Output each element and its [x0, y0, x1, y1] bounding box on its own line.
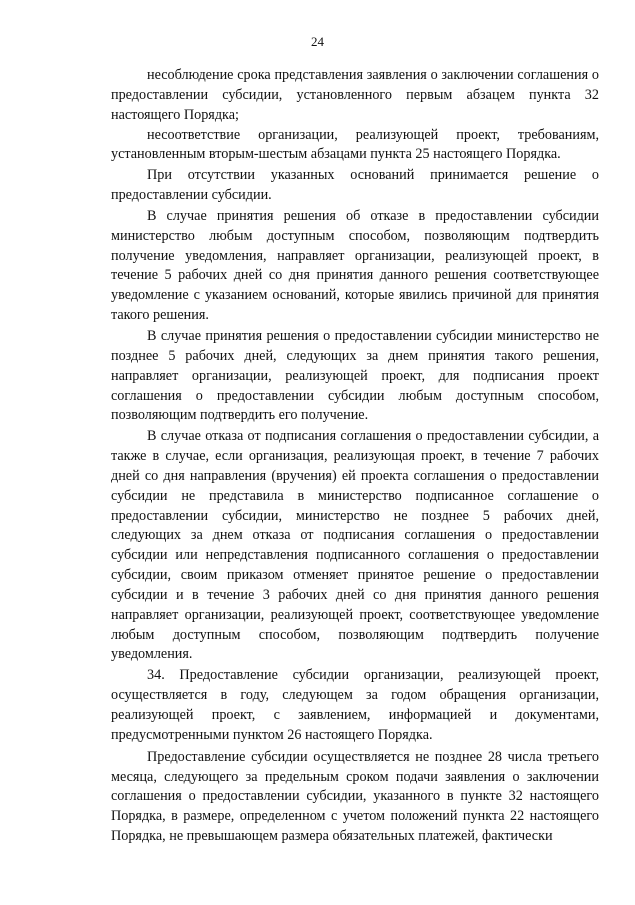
page-number: 24: [311, 34, 324, 49]
paragraph-subsidy-timing: Предоставление субсидии осуществляется не позднее 28 числа третьего месяца, следующего за предельным сроком подачи заявления о заключении соглашения о предоставлении субсидии, указанного в пункте 32 настоящего Порядка, в размере, определенном с учетом положений пункта 22 настоящего Порядка, не превышающем размера обязательных платежей, фактически: [111, 748, 599, 845]
paragraph-noncompliance-requirements: несоответствие организации, реализующей проект, требованиям, установленным вторым-шестым абзацами пункта 25 настоящего Порядка.: [111, 126, 599, 163]
paragraph-no-grounds: При отсутствии указанных оснований принимается решение о предоставлении субсидии.: [111, 167, 599, 204]
paragraph-refusal-decision: В случае принятия решения об отказе в предоставлении субсидии министерство любым доступным способом, позволяющим подтвердить получение уведомления, направляет организации, реализующей проект, в течение 5 рабочих дней со дня принятия данного решения соответствующее уведомление с указанием оснований, которые явились причиной для принятия такого решения.: [111, 207, 599, 324]
document-body: [111, 66, 599, 847]
paragraph-grant-decision: В случае принятия решения о предоставлении субсидии министерство не позднее 5 рабочих дней, следующих за днем принятия такого решения, направляет организации, реализующей проект, для подписания проект соглашения о предоставлении субсидии любым доступным способом, позволяющим подтвердить его получение.: [111, 327, 599, 424]
paragraph-item-34: 34. Предоставление субсидии организации, реализующей проект, осуществляется в году, следующем за годом обращения организации, реализующей проект, с заявлением, информацией и документами, предусмотренными пунктом 26 настоящего Порядка.: [111, 667, 599, 743]
paragraph-refusal-to-sign: В случае отказа от подписания соглашения о предоставлении субсидии, а также в случае, если организация, реализующая проект, в течение 7 рабочих дней со дня направления (вручения) ей проекта соглашения о предоставлении субсидии не представила в министерство подписанное соглашение о предоставлении субсидии, министерство не позднее 5 рабочих дней, следующих за днем отказа от подписания соглашения о предоставлении субсидии или непредставления подписанного соглашения о предоставлении субсидии, своим приказом отменяет принятое решение о предоставлении субсидии и в течение 3 рабочих дней со дня принятия данного решения направляет организации, реализующей проект, соответствующее уведомление любым доступным способом, позволяющим подтвердить получение уведомления.: [111, 428, 599, 663]
paragraph-noncompliance-deadline: несоблюдение срока представления заявления о заключении соглашения о предоставлении субсидии, установленного первым абзацем пункта 32 настоящего Порядка;: [111, 67, 599, 123]
